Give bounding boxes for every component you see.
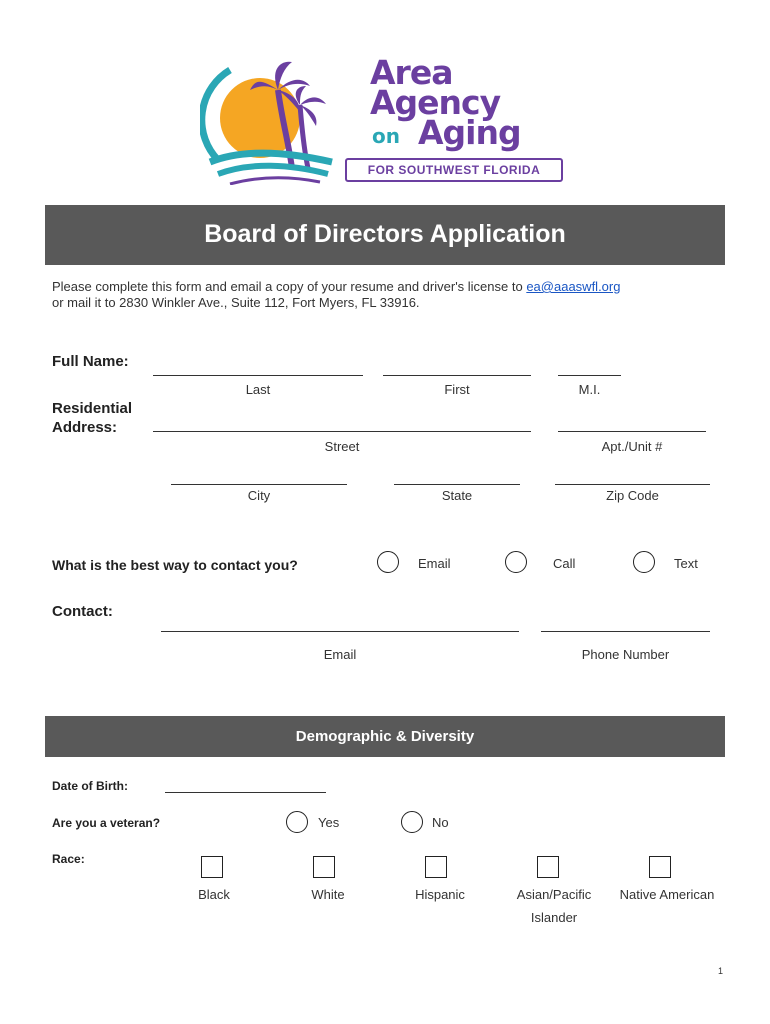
last-name-field[interactable]	[153, 375, 363, 376]
race-asian-pacific-label: Asian/Pacific	[516, 887, 592, 902]
contact-email-radio[interactable]	[377, 551, 399, 573]
first-name-field[interactable]	[383, 375, 531, 376]
address-label-line-2: Address:	[52, 419, 118, 436]
middle-initial-field[interactable]	[558, 375, 621, 376]
veteran-yes-label: Yes	[318, 815, 340, 830]
middle-initial-caption: M.I.	[578, 382, 601, 397]
zip-code-field[interactable]	[555, 484, 710, 485]
contact-label: Contact:	[52, 603, 113, 620]
logo-text-agency: Agency	[370, 83, 501, 122]
date-of-birth-label: Date of Birth:	[52, 779, 128, 793]
race-hispanic-label: Hispanic	[415, 887, 465, 902]
zip-code-caption: Zip Code	[606, 488, 659, 503]
contact-email-caption: Email	[323, 647, 357, 662]
page-number: 1	[718, 966, 724, 976]
contact-text-option-label: Text	[674, 556, 698, 571]
logo-text-aging: Aging	[418, 113, 521, 152]
contact-email-link[interactable]: ea@aaaswfl.org	[526, 279, 621, 294]
street-caption: Street	[324, 439, 360, 454]
veteran-label: Are you a veteran?	[52, 816, 161, 830]
contact-call-option-label: Call	[553, 556, 576, 571]
race-label: Race:	[52, 852, 85, 866]
race-native-american-checkbox[interactable]	[649, 856, 671, 878]
city-field[interactable]	[171, 484, 347, 485]
phone-number-field[interactable]	[541, 631, 710, 632]
city-caption: City	[247, 488, 271, 503]
organization-logo	[200, 50, 570, 185]
demographic-section-title: Demographic & Diversity	[45, 716, 725, 757]
intro-line-2: or mail it to 2830 Winkler Ave., Suite 112, Fort Myers, FL 33916.	[52, 295, 420, 310]
phone-number-caption: Phone Number	[581, 647, 670, 662]
street-field[interactable]	[153, 431, 531, 432]
form-title: Board of Directors Application	[45, 205, 725, 265]
sun-palm-emblem	[200, 50, 340, 185]
race-asian-pacific-checkbox[interactable]	[537, 856, 559, 878]
state-field[interactable]	[394, 484, 520, 485]
logo-text-on: on	[372, 124, 400, 148]
contact-call-radio[interactable]	[505, 551, 527, 573]
race-black-label: Black	[198, 887, 230, 902]
apt-unit-caption: Apt./Unit #	[601, 439, 663, 454]
intro-line-1	[52, 279, 620, 294]
last-name-caption: Last	[245, 382, 271, 397]
race-asian-pacific-label-line-2: Islander	[530, 910, 578, 925]
race-white-checkbox[interactable]	[313, 856, 335, 878]
race-black-checkbox[interactable]	[201, 856, 223, 878]
apt-unit-field[interactable]	[558, 431, 706, 432]
date-of-birth-field[interactable]	[165, 792, 326, 793]
address-label-line-1: Residential	[52, 400, 133, 417]
intro-text: Please complete this form and email a copy of your resume and driver's license to	[52, 279, 527, 294]
contact-preference-question: What is the best way to contact you?	[52, 557, 298, 573]
veteran-no-radio[interactable]	[401, 811, 423, 833]
contact-text-radio[interactable]	[633, 551, 655, 573]
veteran-yes-radio[interactable]	[286, 811, 308, 833]
race-hispanic-checkbox[interactable]	[425, 856, 447, 878]
race-white-label: White	[311, 887, 345, 902]
veteran-no-label: No	[432, 815, 449, 830]
race-native-american-label: Native American	[619, 887, 715, 902]
contact-email-option-label: Email	[418, 556, 451, 571]
logo-tagline: FOR SOUTHWEST FLORIDA	[345, 158, 563, 182]
contact-email-field[interactable]	[161, 631, 519, 632]
logo-text-area: Area	[370, 53, 453, 92]
state-caption: State	[441, 488, 473, 503]
first-name-caption: First	[444, 382, 470, 397]
full-name-label: Full Name:	[52, 353, 129, 370]
